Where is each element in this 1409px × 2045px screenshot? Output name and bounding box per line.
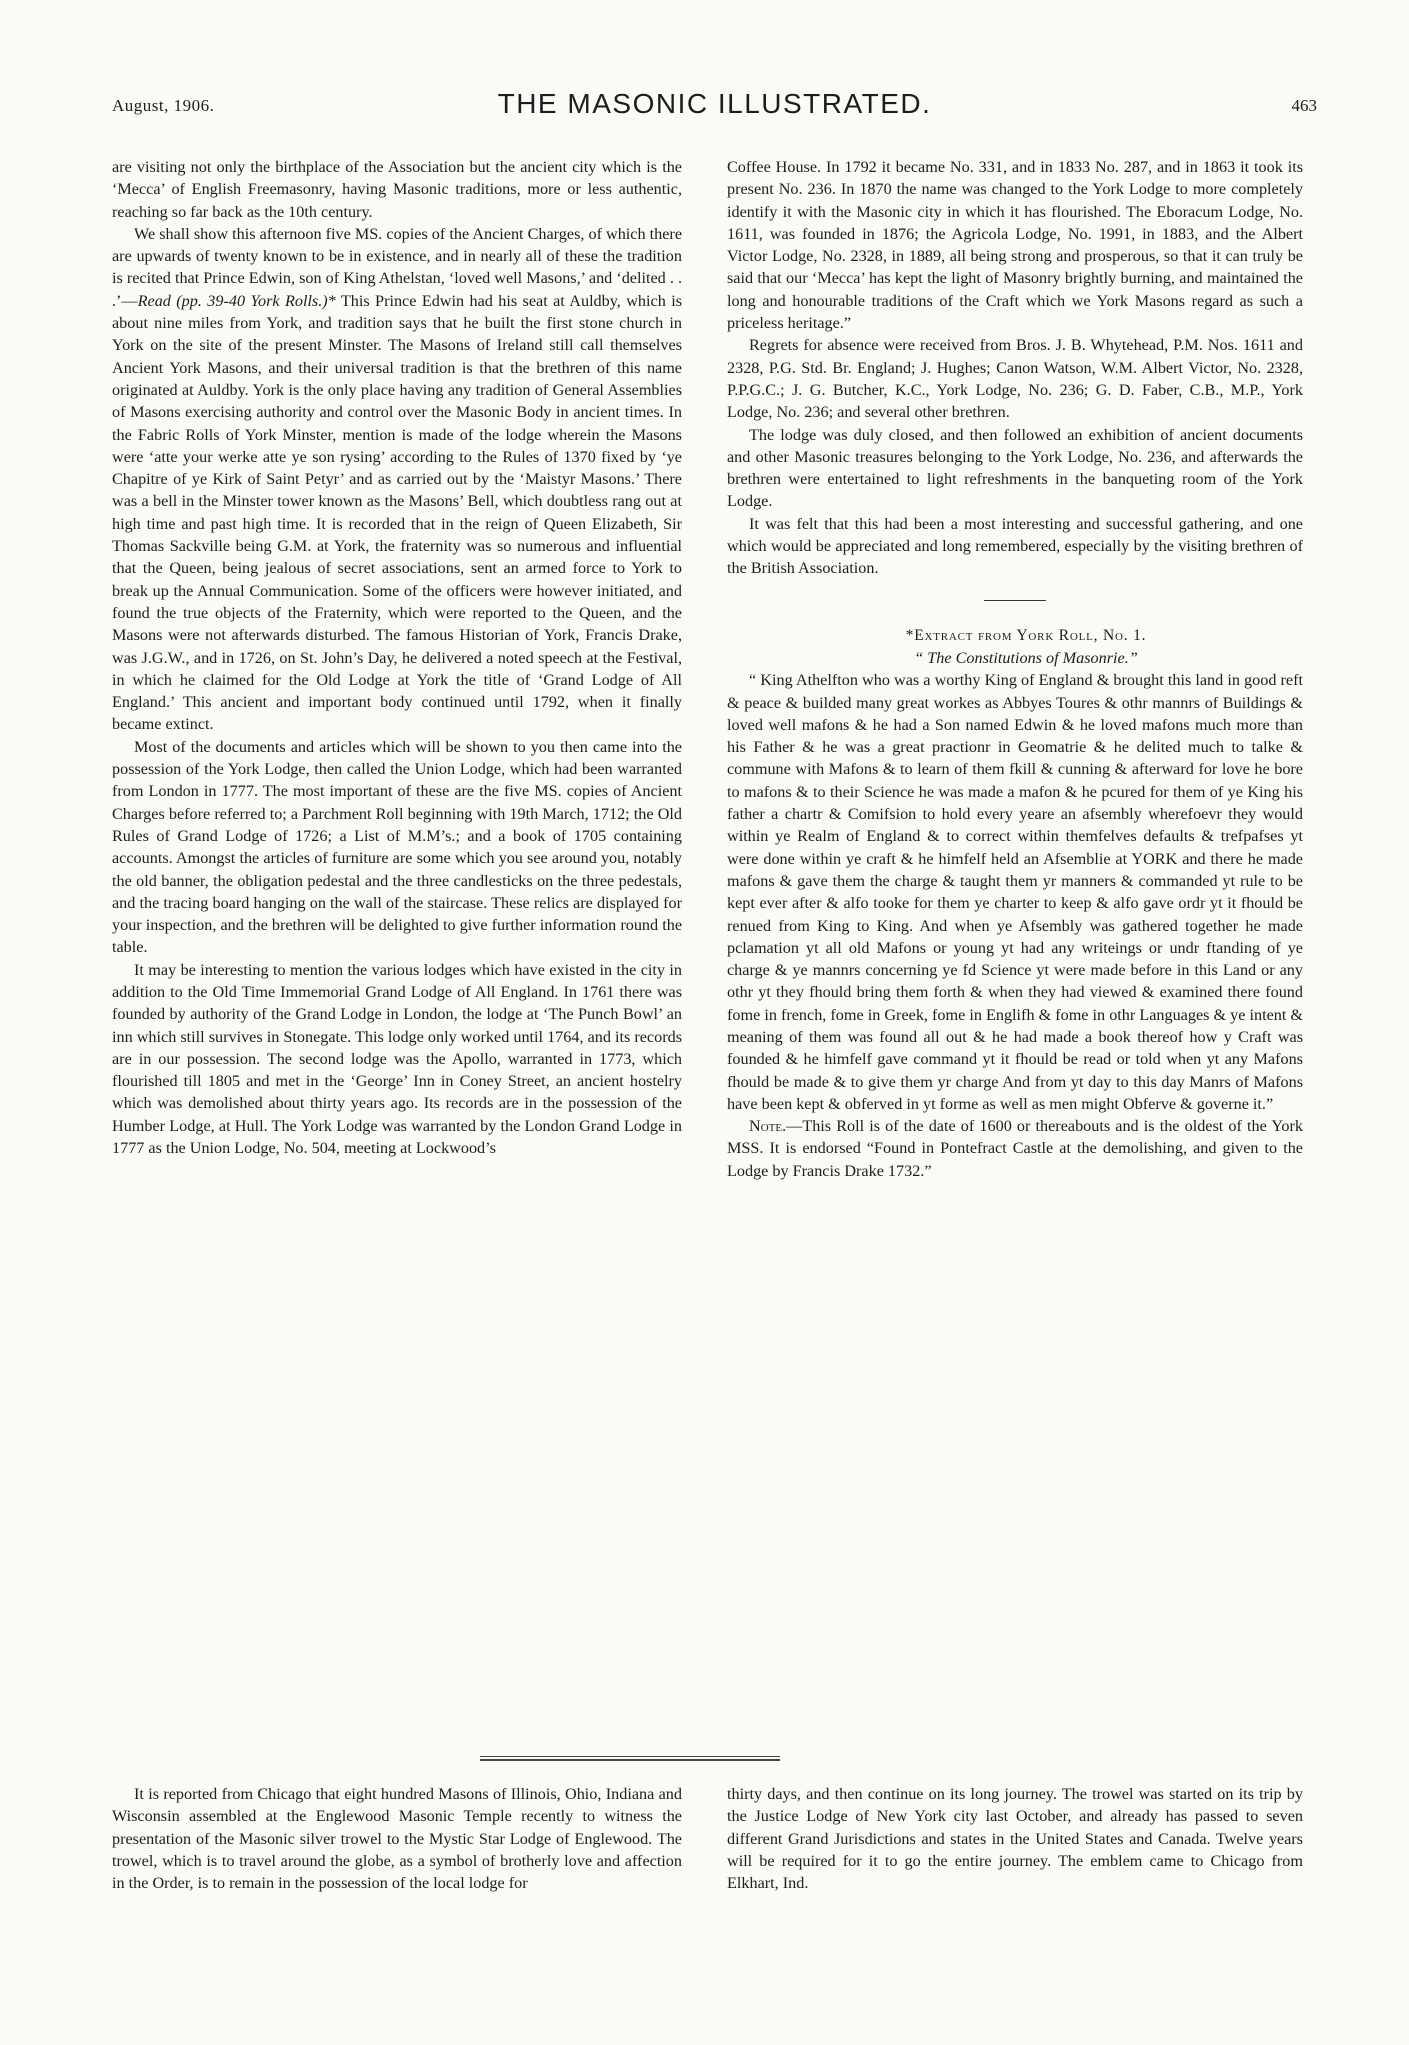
paragraph: It may be interesting to mention the various lodges which have existed in the city in addition to the Old Time Immemorial Grand Lodge of All England. In 1761 there was founded by authority of the Grand Lodge in London, the lodge at ‘The Punch Bowl’ an inn which still survives in Stonegate. This lodge only worked until 1764, and its records are in our possession. The second lodge was the Apollo, warranted in 1773, which flourished till 1805 and met in the ‘George’ Inn in Coney Street, an ancient hostelry which was demolished about thirty years ago. Its records are in the possession of the Humber Lodge, at Hull. The York Lodge was warranted by the London Grand Lodge in 1777 as the Union Lodge, No. 504, meeting at Lockwood’s bbox=[112, 960, 682, 1158]
paragraph bbox=[112, 223, 682, 736]
section-rule bbox=[984, 600, 1046, 601]
left-column bbox=[112, 156, 682, 1159]
issue-date: August, 1906. bbox=[112, 96, 215, 115]
paragraph: Most of the documents and articles which will be shown to you then came into the possession of the York Lodge, then called the Union Lodge, which had been warranted from London in 1777. The most important of these are the five MS. copies of Ancient Charges before referred to; a Parchment Roll beginning with 19th March, 1712; the Old Rules of Grand Lodge of 1726; a List of M.M’s.; and a book of 1705 containing accounts. Amongst the articles of furniture are some which you see around you, notably the old banner, the obligation pedestal and the three candlesticks on the three pedestals, and the tracing board hanging on the wall of the staircase. These relics are displayed for your inspection, and the brethren will be delighted to give further information round the table. bbox=[112, 737, 682, 957]
paragraph: Regrets for absence were received from Bros. J. B. Whytehead, P.M. Nos. 1611 and 2328, P.G. Std. Br. England; J. Hughes; Canon Watson, W.M. Albert Victor, No. 2328, P.P.G.C.; J. G. Butcher, K.C., York Lodge, No. 236; G. D. Faber, C.B., M.P., York Lodge, No. 236; and several other brethren. bbox=[727, 336, 1303, 422]
bottom-right-column bbox=[727, 1783, 1303, 1894]
bottom-left-column bbox=[112, 1783, 682, 1894]
reference-note: Read (pp. 39-40 York Rolls.)* bbox=[137, 291, 336, 310]
paragraph: It was felt that this had been a most interesting and successful gathering, and one which would be appreciated and long remembered, especially by the visiting brethren of the British Association. bbox=[727, 514, 1303, 578]
paragraph: The lodge was duly closed, and then followed an exhibition of ancient documents and other Masonic treasures belonging to the York Lodge, No. 236, and afterwards the brethren were entertained to light refreshments in the banqueting room of the York Lodge. bbox=[727, 425, 1303, 511]
right-column bbox=[727, 156, 1303, 1182]
extract-body: “ King Athelfton who was a worthy King of England & brought this land in good reft & peace & builded many great workes as Abbyes Toures & othr mannrs of Buildings & loved well mafons & he had a Son named Edwin & he loved mafons much more than his Father & he was a great practionr in Geomatrie & he delited much to talke & commune with Mafons & to learn of them fkill & cunning & afterward for love he bore to mafons & to their Science he was made a mafon & he pcured for them of ye King his father a chartr & Comifsion to hold every yeare an afsembly wherefoevr they would within ye Realm of England & to correct within themfelves defaults & trefpafses yt were done within ye craft & he himfelf held an Afsemblie at YORK and there he made mafons & gave them the charge & taught them yr manners & commanded yt rule to be kept ever after & alfo tooke for them ye charter to keep & alfo gave ordr yt it fhould be renued from King to King. And when ye Afsembly was gathered together he made pclamation yt all old Mafons or young yt had any writeings or undr ftanding of ye charge & ye mannrs concerning ye fd Science yt were made before in this Land or any othr yt they fhould bring them forth & when they had viewed & examined there found fome in french, fome in Greek, fome in Englifh & fome in othr Languages & ye intent & meaning of them was found all out & he had made a book thereof how y Craft was founded & he himfelf gave command yt it fhould be read or told when yt any Mafons fhould be made & to give them yr charge And from yt day to this day Manrs of Mafons have been kept & obferved in yt forme as well as men might Obferve & governe it.” bbox=[727, 671, 1303, 1113]
publication-title: THE MASONIC ILLUSTRATED. bbox=[497, 88, 932, 119]
page-number: 463 bbox=[1291, 96, 1317, 115]
extract-heading: *Extract from York Roll, No. 1. bbox=[905, 626, 1147, 644]
note-text: —This Roll is of the date of 1600 or thereabouts and is the oldest of the York MSS. It is endorsed “Found in Pontefract Castle at the demolishing, and given to the Lodge by Francis Drake 1732.” bbox=[727, 1117, 1303, 1180]
news-paragraph-continued: thirty days, and then continue on its long journey. The trowel was started on its trip by the Justice Lodge of New York city last October, and already has passed to seven different Grand Jurisdictions and states in the United States and Canada. Twelve years will be required for it to go the entire journey. The emblem came to Chicago from Elkhart, Ind. bbox=[727, 1785, 1303, 1893]
news-paragraph: It is reported from Chicago that eight hundred Masons of Illinois, Ohio, Indiana and Wisconsin assembled at the Englewood Masonic Temple recently to witness the presentation of the Masonic silver trowel to the Mystic Star Lodge of Englewood. The trowel, which is to travel around the globe, as a symbol of brotherly love and affection in the Order, is to remain in the possession of the local lodge for bbox=[112, 1785, 682, 1893]
extract-subheading: “ The Constitutions of Masonrie.” bbox=[914, 648, 1138, 667]
page-header bbox=[112, 88, 1317, 128]
section-divider bbox=[480, 1756, 780, 1761]
paragraph-text: We shall show this afternoon five MS. copies of the Ancient Charges, of which there are upwards of twenty known to be in existence, and in nearly all of these the tradition is recited that Prince Edwin, son of King Athelstan, ‘loved well Masons,’ and ‘delited . . .’— bbox=[112, 224, 682, 310]
paragraph-text: This Prince Edwin had his seat at Auldby, which is about nine miles from York, and tradition says that he built the first stone church in York on the site of the present Minster. The Masons of Ireland still call themselves Ancient York Masons, and their universal tradition is that the brethren of this name originated at Auldby. York is the only place having any tradition of General Assemblies of Masons exercising authority and control over the Masonic Body in ancient times. In the Fabric Rolls of York Minster, mention is made of the lodge wherein the Masons were ‘atte your werke atte ye son rysing’ according to the Rules of 1370 fixed by ‘ye Chapitre of ye Kirk of Saint Petyr’ and as carried out by the ‘Maistyr Masons.’ There was a bell in the Minster tower known as the Masons’ Bell, which doubtless rang out at high time and past high time. It is recorded that in the reign of Queen Elizabeth, Sir Thomas Sackville being G.M. at York, the fraternity was so numerous and influential that the Queen, being jealous of secret associations, sent an armed force to York to break up the Annual Communication. Some of the officers were however initiated, and found the true objects of the Fraternity, which were reported to the Queen, and the Masons were not afterwards disturbed. The famous Historian of York, Francis Drake, was J.G.W., and in 1726, on St. John’s Day, he delivered a noted speech at the Festival, in which he claimed for the Old Lodge at York the title of ‘Grand Lodge of All England.’ This ancient and important body continued until 1792, when it finally became extinct. bbox=[112, 291, 682, 734]
note-label: Note. bbox=[749, 1117, 787, 1136]
paragraph: Coffee House. In 1792 it became No. 331, and in 1833 No. 287, and in 1863 it took its present No. 236. In 1870 the name was changed to the York Lodge to more completely identify it with the Masonic city in which it has flourished. The Eboracum Lodge, No. 1611, was founded in 1876; the Agricola Lodge, No. 1991, in 1883, and the Albert Victor Lodge, No. 2328, in 1889, all being strong and prosperous, so that it can truly be said that our ‘Mecca’ has kept the light of Masonry brightly burning, and maintained the long and honourable traditions of the Craft which we York Masons regard as such a priceless heritage.” bbox=[727, 158, 1303, 333]
paragraph: are visiting not only the birthplace of the Association but the ancient city which is the ‘Mecca’ of English Freemasonry, having Masonic traditions, more or less authentic, reaching so far back as the 10th century. bbox=[112, 158, 682, 221]
note-paragraph bbox=[727, 1115, 1303, 1182]
